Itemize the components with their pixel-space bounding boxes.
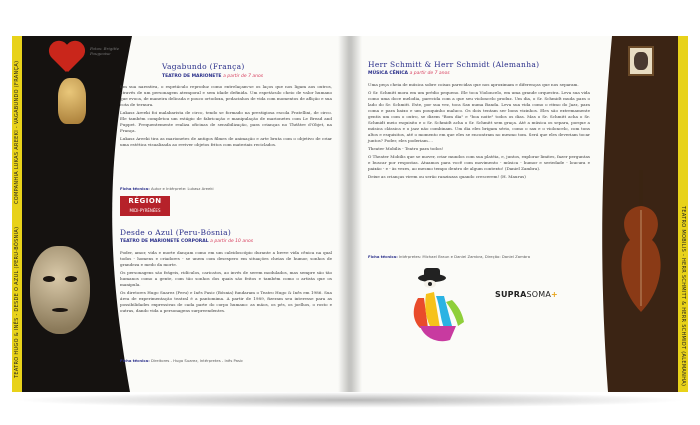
logo-part: +: [551, 290, 558, 299]
left-page: [12, 36, 350, 392]
tech-value: Direitores - Hugo Suarez, Intérpretes - Inês Pasic: [150, 358, 244, 363]
logo-part: SOMA: [526, 290, 552, 299]
photo-credit: Fotos: Brigitte Pougeoise: [90, 46, 120, 56]
paragraph: Lukasz Areeki tira as marionetes de antigos filmes de animação e arte bruta com o objetivo de criar uma estética visualizada ao reviver objetos fritos com materiais reciclados.: [120, 136, 332, 147]
paragraph: Deixe as crianças virem ou serão ranzinzas quando crescerem! (H. Maurus): [368, 174, 526, 179]
section-subtitle-desde-o-azul: [120, 239, 253, 244]
paragraph: Lukasz Areeki foi malabarista de circo, tendo se formado na prestigiosa escola Fratellini, de circo. Ele também completou um estágio de fabricação e manipulação de marionetes com Le Bread and Puppet. Frequentemente realiza oficinas de sensibilização, para crianças no Théâtre d'Objet, na França.: [120, 110, 332, 133]
paragraph: Uma peça cheia de música sobre coisas parecidas que nos aproximam e diferenças que nos separam.: [368, 82, 579, 87]
vertical-strip-right: [678, 36, 688, 392]
section-subtitle-vagabundo: [162, 74, 263, 79]
cello-photo: [612, 166, 670, 316]
mask-mouth: [52, 308, 68, 312]
tech-value: Autor e Intérprete: Lukasz Areeki: [150, 186, 214, 191]
section-title-desde-o-azul: Desde o Azul (Peru-Bósnia): [120, 228, 232, 237]
book-gutter: [338, 36, 362, 392]
age-range: a partir de 10 anos: [210, 239, 254, 244]
heart-balloon: [50, 42, 84, 74]
vertical-caption-top: COMPANHIA LUKAS AREEKI - VAGABUNDO (FRANÇA): [14, 60, 20, 204]
region-logo-line1: RÉGION: [128, 197, 162, 205]
tech-sheet-herr-schmitt: [368, 254, 530, 259]
body-text-herr-schmitt: [368, 82, 590, 182]
region-logo-line2: MIDI-PYRÉNÉES: [129, 208, 161, 213]
portrait-frame: [628, 46, 654, 76]
paragraph: Os diretores Hugo Suarez (Peru) e Inês Pasic (Bósnia) fundaram o Teatro Hugo & Inês em 1986. Sua área de experimentação teatral é a pantomima. A partir de 1989, fizeram seu interesse para as possibilidades expressivas de cada parte do corpo humano: as mãos, os pés, os joelhos, o rosto e outras, dando vida a personagens surpreendentes.: [120, 290, 332, 313]
tech-label: Ficha técnica:: [368, 254, 398, 259]
tech-sheet-vagabundo: [120, 186, 214, 191]
vertical-caption-bottom: TEATRO HUGO & INÊS - DESDE O AZUL (PERU-BÓSNIA): [14, 226, 20, 378]
photo-column-left: [12, 36, 132, 392]
region-logo: [120, 196, 170, 216]
mask-eye: [65, 276, 77, 282]
body-text-desde-o-azul: [120, 250, 332, 316]
body-text-vagabundo: [120, 84, 332, 150]
paragraph: Theater Mobilis - Teatro para todos!: [368, 146, 444, 151]
paragraph: Os personagens são frágeis, ridículos, caricatos, ao invés de serem modulados, mas sempre são tão humanos como a gente, com tão sonhos dos quais são feitos e também como o artista que os manipula.: [120, 270, 332, 287]
section-subtitle-herr-schmitt: [368, 71, 450, 76]
show-type: MÚSICA CÊNICA: [368, 71, 409, 76]
age-range: a partir de 7 anos: [409, 71, 450, 76]
hand-puppet-illustration: [410, 268, 470, 344]
book-shadow: [12, 392, 688, 408]
age-range: a partir de 7 anos: [223, 74, 264, 79]
tech-label: Ficha técnica:: [120, 358, 150, 363]
section-title-herr-schmitt: Herr Schmitt & Herr Schmidt (Alemanha): [368, 60, 540, 69]
mask-eye: [43, 276, 55, 282]
portrait: [634, 52, 648, 70]
paragraph: Em sua narrativa, o espetáculo reproduz como entrelaçam-se os laços que nos ligam aos outros, através de um personagem atemporal e sem idade definida. Um espetáculo cheio de valor humano que evoca, de maneira delicada e pouco ortodoxa, pedacinhos de vida com momentos de aflição e sua cota de ternura.: [120, 84, 332, 107]
show-type: TEATRO DE MARIONETE CORPORAL: [120, 239, 209, 244]
tech-sheet-desde-o-azul: [120, 358, 243, 363]
paragraph: Poder, amor, vida e morte dançam como em um caleidoscópio durante a breve vida cênica na qual todos - homens e criadores - se unem com desespero em situações cheias de humor, sonhos de grandeza e medo da morte.: [120, 250, 332, 267]
photo-column-right: [598, 36, 688, 392]
vertical-strip-left: [12, 36, 22, 392]
show-type: TEATRO DE MARIONETE: [162, 74, 222, 79]
logo-part: SUPRA: [495, 290, 527, 299]
paragraph: O Theater Mobilis que se mover, criar mundos com sua platéia, e, juntos, explorar limites, fazer perguntas e buscar por respostas. Atuamos para você com movimento - música - humor e seriedade - loucura e paixão - e - às vezes, ao mesmo tempo dentro de algum contexto! (Daniel Zambra).: [368, 154, 590, 171]
paragraph: O Sr. Schmitt mora em um prédio pequeno. Ele toca Violoncelo, em uma grande orquestra. Leva sua vida como uma doce melodia, parecida com a que seu violoncelo produz. Um dia, o Sr. Schmidt muda para o lado do Sr. Schmitt. Este, por sua vez, toca Sax numa Banda. Leva sua vida como o ritmo do Jazz, para coma e para baixo e um pouquinho maluco. Os dois tentam ser bons vizinhos. Eles são extremamente gentis um com o outro, se dizem "Bom dia" e "boa noite" todos os dias. Mas o Sr. Schmitt acha o Sr. Schmidt meio esquisito e o Sr. Schmidt acha o Sr. Schmitt sem graça. Até a música os separa, porque a música clássica e o jazz não combinam. Um dia eles brigam sério, como o sax e o violoncelo, com tons altos e esquisitos, até o momento em que eles se encontram no mesmo tom. Será que eles deveriam tocar juntos? Poder, eles poderiam....: [368, 90, 590, 143]
tech-label: Ficha técnica:: [120, 186, 150, 191]
vertical-caption-right: TEATRO MOBILIS - HERR SCHMITT & HERR SCHMIDT (ALEMANHA): [680, 206, 686, 387]
puppet-photo: [58, 78, 86, 124]
section-title-vagabundo: Vagabundo (França): [162, 62, 245, 71]
tech-value: Intérpretes: Michael Braun e Daniel Zambra, Direção: Daniel Zambra: [398, 254, 531, 259]
suprasoma-logo: [495, 290, 558, 299]
right-page: [350, 36, 688, 392]
mask-photo: [30, 246, 90, 334]
